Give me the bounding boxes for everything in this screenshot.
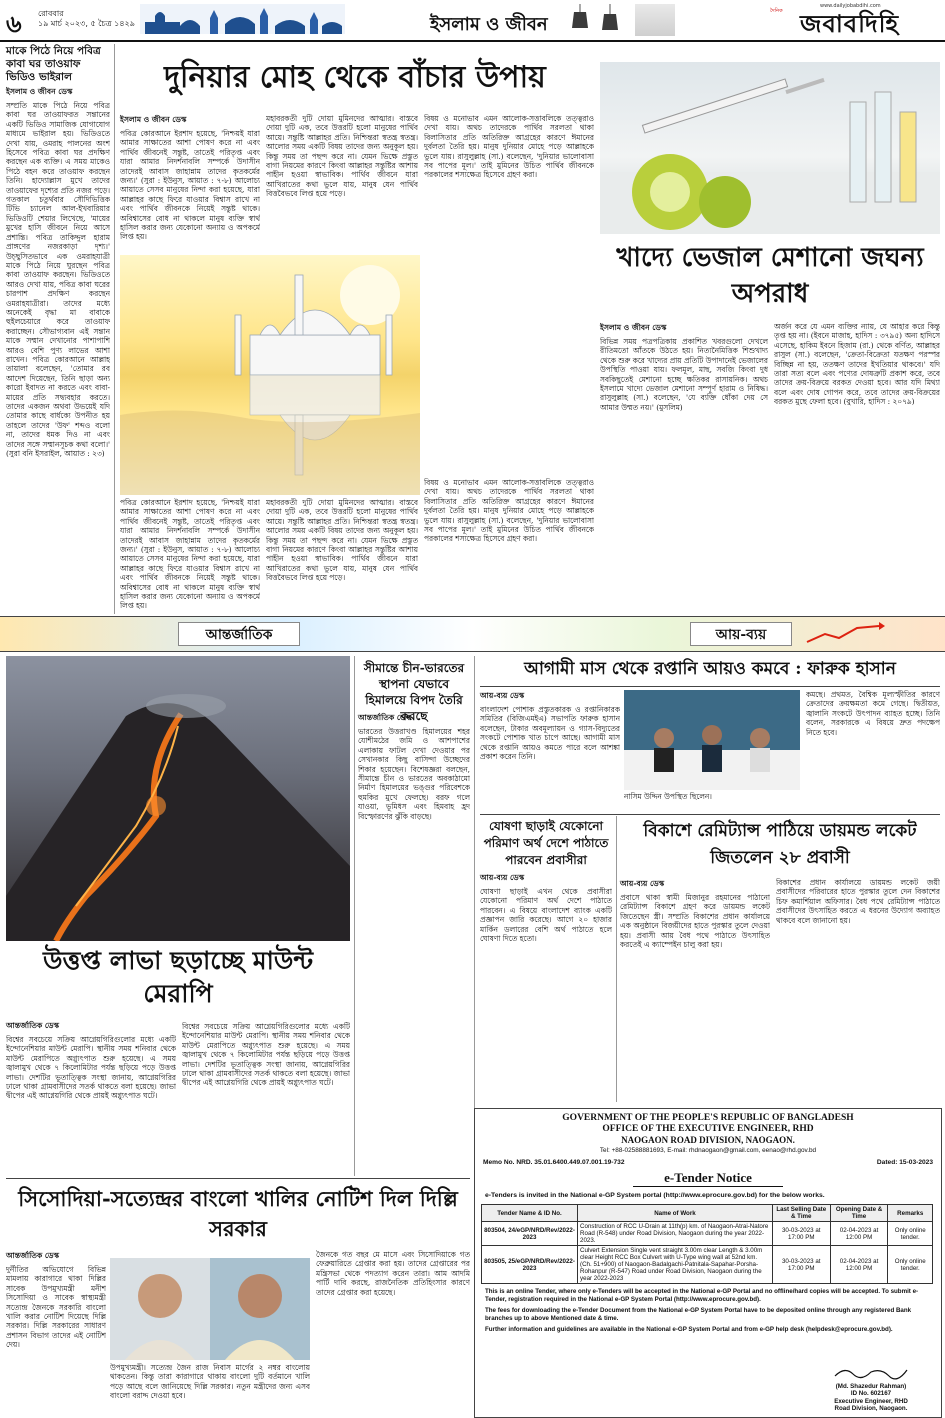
export-col-1	[480, 690, 620, 813]
tender-open: 02-04-2023 at 12:00 PM	[830, 1246, 888, 1284]
bkash-body: প্রবাসে থাকা স্বামী মিজানুর রহমানের পাঠানো রেমিট্যান্স বিকাশে গ্রহণ করে ডায়মন্ড লকেট জিতেছেন স্ত্রী। সম্প্রতি বিকাশের প্রধান কার্যালয়ে এক অনুষ্ঠানে বিজয়ীদের হাতে পুরস্কার তুলে দেওয়া হয়। প্রবাসী আয় বৈধ পথে পাঠাতে উৎসাহিত করতেই এ ক্যাম্পেইন চালু করা হয়।	[620, 893, 770, 950]
tender-open: 02-04-2023 at 12:00 PM	[830, 1222, 888, 1246]
signer-title: Executive Engineer, RHD	[834, 1397, 908, 1405]
left-headline: মাকে পিঠে নিয়ে পবিত্র কাবা ঘর তাওয়াফ ভিডিও ভাইরাল	[6, 45, 101, 83]
table-row	[482, 1246, 933, 1284]
food-headline: খাদ্যে ভেজাল মেশানো জঘন্য অপরাধ	[616, 243, 924, 309]
logo-url: www.dailyjobabdihi.com	[820, 3, 881, 9]
band-label-left: আন্তর্জাতিক	[205, 627, 273, 643]
tender-memo-row	[475, 1155, 941, 1166]
tender-id: 803505, 25/eGP/NRD/Rev/2022-2023	[482, 1246, 578, 1284]
divider	[354, 656, 355, 1176]
mosque-skyline-icon	[140, 4, 345, 34]
main-col-3: বিষয় ও মনোভাব এমন আলোক-সত্তাবলিকে তত্ত্বরাও দেখা যায়। অথচ তাদেরকে পার্থিব সরলতা থাকা বিলাসিতার প্রতি অতিরিক্ত আগ্রহের কারণে ঈমানের দুর্বলতা তৈরি হয়। মানুষ দুনিয়ার মোহে পড়ে আল্লাহকে ভুলে যায়। রাসুলুল্লাহ (সা.) বলেছেন, 'দুনিয়ার ভালোবাসা সব পাপের মূল।' তাই মুমিনের উচিত পার্থিব জীবনকে পরকালের শস্যক্ষেত্র হিসেবে গ্রহণ করা।	[424, 114, 594, 180]
col-header: Remarks	[888, 1205, 933, 1222]
volcano-graphic	[6, 656, 350, 941]
tender-office: OFFICE OF THE EXECUTIVE ENGINEER, RHD	[602, 1124, 814, 1134]
tender-last: 30-03-2023 at 17:00 PM	[772, 1246, 830, 1284]
day: রোববার	[38, 9, 64, 18]
volcano-crumb: আন্তর্জাতিক ডেস্ক	[6, 1021, 60, 1030]
volcano-col-1	[6, 1020, 176, 1181]
bkash-col-1	[620, 878, 770, 1103]
tender-title: e-Tender Notice	[633, 1170, 783, 1187]
section-band	[0, 616, 945, 652]
export-headline: আগামী মাস থেকে রপ্তানি আয়ও কমবে : ফারুক হাসান	[524, 659, 896, 679]
mosque-arch-image	[635, 4, 675, 36]
date: ১৯ মার্চ ২০২৩, ৫ চৈত্র ১৪২৯	[38, 19, 135, 28]
food-col-2: অর্জন করে যে এমন ব্যক্তির ন্যায়, যে আহার করে কিন্তু তৃপ্ত হয় না। (ইবনে মাজাহ, হাদিস : ৩৭৯৫) অন্য হাদিসে এসেছে, হাকিম ইবনে হিজাম (রা.) থেকে বর্ণিত, আল্লাহর রাসুল (সা.) বলেছেন, 'ক্রেতা-বিক্রেতা যতক্ষণ পরস্পর বিচ্ছিন্ন না হয়, ততক্ষণ তাদের ইখতিয়ার থাকবে।' যদি তারা সত্য বলে এবং পণ্যের দোষত্রুটি প্রকাশ করে, তবে তাদের ক্রয়-বিক্রয়ে বরকত দেওয়া হবে। আর যদি মিথ্যা বলে এবং দোষ গোপন করে, তবে তাদের ক্রয়-বিক্রয়ের বরকত মুছে ফেলা হবে। (বুখারি, হাদিস : ২০৭৯)	[774, 322, 940, 407]
remit-body: ঘোষণা ছাড়াই এখন থেকে প্রবাসীরা যেকোনো পরিমাণ অর্থ দেশে পাঠাতে পারবেন। এ বিষয়ে বাংলাদেশ ব্যাংক একটি প্রজ্ঞাপন জারি করেছে। আগে ২০ হাজার মার্কিন ডলারের বেশি অর্থ পাঠাতে হলে ঘোষণা দিতে হতো।	[480, 887, 612, 944]
sisodia-crumb: আন্তর্জাতিক ডেস্ক	[6, 1251, 60, 1260]
tender-intro: e-Tenders is invited in the National e-GP System portal (http://www.eprocure.gov.bd) for the below works.	[485, 1192, 825, 1199]
tender-remarks: Only online tender.	[888, 1222, 933, 1246]
food-syringe-image	[600, 62, 940, 234]
col-header: Opening Date & Time	[830, 1205, 888, 1222]
main-col-1b: পবিত্র কোরআনে ইরশাদ হয়েছে, 'নিশ্চয়ই যারা আমার সাক্ষাতের আশা পোষণ করে না এবং পার্থিব জীবনেই সন্তুষ্ট, তাতেই পরিতৃপ্ত এবং যারা আমার নিদর্শনাবলি সম্পর্কে উদাসীন তাদেরই আবাস জাহান্নাম তাদের কৃতকর্মের জন্য।' (সুরা : ইউনুস, আয়াত : ৭-৮) আলোচ্য আয়াতে সেসব মানুষের নিন্দা করা হয়েছে, যারা আল্লাহর কাছে ফিরে যাওয়ার বিশ্বাস রাখে না এবং পার্থিব জীবনকে নিয়েই সন্তুষ্ট থাকে। অবিশ্বাসের বোধ না থাকলে মানুষ ব্যক্তি স্বার্থ হাসিল করার জন্য যেকোনো অন্যায় ও অপকর্মে লিপ্ত হয়।	[120, 498, 260, 611]
bkash-col-2: বিকাশের প্রধান কার্যালয়ে ডায়মন্ড লকেট জয়ী প্রবাসীদের পরিবারের হাতে পুরস্কার তুলে দেন বিকাশের চিফ কমার্শিয়াল অফিসার। বৈধ পথে রেমিট্যান্স পাঠাতে প্রবাসীদের উৎসাহিত করতে এ ধরনের উদ্যোগ অব্যাহত থাকবে বলে জানানো হয়।	[776, 878, 940, 925]
col-header: Tender Name & ID No.	[482, 1205, 578, 1222]
volcano-image	[6, 656, 350, 941]
sisodia-headline: সিসোদিয়া-সত্যেন্দ্রর বাংলো খালির নোটিশ দিল দিল্লি সরকার	[18, 1186, 458, 1241]
food-col1-text: বিভিন্ন সময় পত্রপত্রিকায় প্রকাশিত খবরগুলো দেখলে রীতিমতো আঁতকে উঠতে হয়। নিত্যনৈমিত্তিক শিশুখাদ্য থেকে শুরু করে খাদ্যের প্রায় প্রতিটি উপাদানেই ভেজালের উপস্থিতি পাওয়া যায়। ফলমূল, মাছ, সবজি কিংবা দুধ সবকিছুতেই মেশানো হচ্ছে ক্ষতিকর রাসায়নিক। অথচ ইসলামে খাদ্যে ভেজাল মেশানো সম্পূর্ণ হারাম ও নিষিদ্ধ। রাসুলুল্লাহ (সা.) বলেছেন, 'যে ব্যক্তি ধোঁকা দেয় সে আমার উম্মত নয়।' (মুসলিম)	[600, 337, 768, 412]
sisodia-col-3: জৈনকে গত বছর মে মাসে এবং সিসোদিয়াকে গত ফেব্রুয়ারিতে গ্রেপ্তার করা হয়। তাদের গ্রেপ্তারের পর মন্ত্রিসভা থেকে পদত্যাগ করেন তারা। আম আদমি পার্টি দাবি করছে, রাজনৈতিক প্রতিহিংসার কারণে তাদের গ্রেপ্তার করা হয়েছে।	[316, 1250, 470, 1297]
remit-col	[480, 872, 612, 1105]
divider	[114, 44, 115, 614]
remit-headline: যোষণা ছাড়াই যেকোনো পরিমাণ অর্থ দেশে পাঠাতে পারবেন প্রবাসীরা	[483, 819, 609, 867]
tender-signature	[811, 1364, 931, 1413]
tender-last: 30-03-2023 at 17:00 PM	[772, 1222, 830, 1246]
bkash-crumb: আয়-ব্যয় ডেস্ক	[620, 879, 665, 888]
section-title: ইসলাম ও জীবন	[430, 14, 548, 35]
volcano-col-2: বিশ্বের সবচেয়ে সক্রিয় আগ্নেয়গিরিগুলোর মধ্যে একটি ইন্দোনেশিয়ার মাউন্ট মেরাপি। স্থানীয় সময় শনিবার থেকে মাউন্ট মেরাপিতে অগ্ন্যুৎপাত শুরু হয়েছে। এ সময় জ্বালামুখ থেকে ৭ কিলোমিটার পর্যন্ত ছড়িয়ে পড়ে উত্তপ্ত লাভা। দেশটির ভূতাত্ত্বিক সংস্থা জানায়, আগ্নেয়গিরির ঢালে থাকা গ্রামবাসীদের সতর্ক থাকতে বলা হয়েছে। জাভা দ্বীপের এই আগ্নেয়গিরি থেকে প্রায়ই অগ্ন্যুৎপাত ঘটে।	[182, 1022, 350, 1088]
signer-id: ID No. 602167	[850, 1390, 892, 1398]
photo-caption: নাসিম উদ্দিন উপস্থিত ছিলেন।	[624, 792, 712, 801]
main-crumb: ইসলাম ও জীবন ডেস্ক	[120, 115, 187, 124]
volcano-headline: উত্তপ্ত লাভা ছড়াচ্ছে মাউন্ট মেরাপি	[43, 946, 313, 1008]
newspaper-logo: জবাবদিহি	[800, 9, 900, 38]
food-graphic	[600, 62, 940, 234]
table-row	[482, 1222, 933, 1246]
signer-name: (Md. Shazedur Rahman)	[835, 1382, 907, 1390]
main-col-2b: মহাবরকতী দুটি দোয়া মুমিনদের আত্মার। বাস্তবে দোয়া দুটি এক, তবে উত্তরটি হলো মানুষের পার্থিব আয়ে। সন্তুষ্টি আল্লাহর প্রতি। নিশ্চিন্তরা স্বতন্ত্র স্বতন্ত্র। আলোর সময় একটি বিষয় তাদের জন্য অনুকূল হয়। কিন্তু সময় তা পছন্দ করে না। যেমন ভিক্ষে প্রস্তুত বাগা নিয়মের কারণে কিংবা আল্লাহর সন্তুষ্টির আশায় পাহীন হওয়া স্বাভাবিক। পার্থিব জীবনে যারা আখিরাতের কথা ভুলে যায়, মানুষ যেন পার্থিব বিত্তবৈভবে লিপ্ত হয়ে পড়ে।	[266, 498, 418, 583]
col-header: Last Selling Date & Time	[772, 1205, 830, 1222]
lantern-icon	[570, 4, 630, 34]
band-label-right: আয়-ব্যয়	[715, 627, 767, 643]
signer-office: Road Division, Naogaon.	[834, 1405, 908, 1413]
divider	[480, 686, 940, 687]
food-crumb: ইসলাম ও জীবন ডেস্ক	[600, 323, 667, 332]
tender-notice	[474, 1108, 942, 1418]
signature-icon	[831, 1364, 911, 1380]
page-date	[38, 9, 135, 29]
tender-contact: Tel: +88-02588881693, E-mail: rhdnaogaon@gmail.com, eenao@rhd.gov.bd	[599, 1147, 817, 1154]
export-crumb: আয়-ব্যয় ডেস্ক	[480, 691, 525, 700]
himalaya-col	[358, 712, 470, 1175]
tender-work: Construction of RCC U-Drain at 11th(p) km. of Naogaon-Atrai-Natore Road (R-548) under Road Division, Naogaon during the year 2022-2023.	[578, 1222, 773, 1246]
mosque-graphic	[120, 255, 420, 495]
mosque-reflection-image	[120, 255, 420, 495]
remit-crumb: আয়-ব্যয় ডেস্ক	[480, 873, 525, 882]
band-label-right-box	[690, 622, 792, 646]
portrait-graphic	[110, 1258, 310, 1360]
himalaya-body: ভারতের উত্তরাখণ্ড হিমালয়ের শহর যোশীমঠের জমি ও আশপাশের এলাকায় ফাটল দেখা দেওয়ার পর সেখানকার কিছু বাসিন্দা উচ্ছেদের শিকার হয়েছেন। বিশেষজ্ঞরা বলছেন, সীমান্তে চীন ও ভারতের অবকাঠামো নির্মাণ হিমালয়ের ভঙ্গুর পরিবেশকে হুমকির মুখে ফেলছে। বরফ গলে যাওয়া, ভূমিধস এবং হিমবাহ হ্রদ বিস্ফোরণের ঝুঁকি বাড়ছে।	[358, 727, 470, 821]
sisodia-col-1	[6, 1250, 106, 1417]
divider	[480, 814, 940, 815]
tender-notes	[475, 1284, 941, 1334]
press-graphic	[624, 690, 800, 790]
divider	[6, 1178, 470, 1179]
divider	[474, 656, 475, 1176]
trend-arrow-icon	[805, 622, 885, 646]
left-article	[6, 45, 110, 651]
sisodia-body: দুর্নীতির অভিযোগে বিভিন্ন মামলায় কারাগারে থাকা দিল্লির সাবেক উপমুখ্যমন্ত্রী মনীশ সিসোদিয়া ও সাবেক স্বাস্থ্যমন্ত্রী সত্যেন্দ্র জৈনকে সরকারি বাংলো খালি করার নোটিশ দিয়েছে দিল্লি সরকার। দিল্লি সরকারের সাধারণ প্রশাসন বিভাগ তাদের এই নোটিশ দেয়।	[6, 1265, 106, 1350]
volcano-body: বিশ্বের সবচেয়ে সক্রিয় আগ্নেয়গিরিগুলোর মধ্যে একটি ইন্দোনেশিয়ার মাউন্ট মেরাপি। স্থানীয় সময় শনিবার থেকে মাউন্ট মেরাপিতে অগ্ন্যুৎপাত শুরু হয়েছে। এ সময় জ্বালামুখ থেকে ৭ কিলোমিটার পর্যন্ত ছড়িয়ে পড়ে উত্তপ্ত লাভা। দেশটির ভূতাত্ত্বিক সংস্থা জানায়, আগ্নেয়গিরির ঢালে থাকা গ্রামবাসীদের সতর্ক থাকতে বলা হয়েছে। জাভা দ্বীপের এই আগ্নেয়গিরি থেকে প্রায়ই অগ্ন্যুৎপাত ঘটে।	[6, 1035, 176, 1101]
main-col-1	[120, 114, 260, 256]
tender-table-header	[482, 1205, 933, 1222]
left-body: সম্প্রতি মাকে পিঠে নিয়ে পবিত্র কাবা ঘর তাওয়াফরত সন্তানের একটি ভিডিও সামাজিক যোগাযোগ মাধ্যমে ভাইরাল হয়। ভিডিওতে দেখা যায়, ওমরাহ পালনের অংশ হিসেবে পবিত্র কাবা ঘর প্রদক্ষিণ করছেন এক ব্যক্তি। এ সময় মাকেও পিঠে বহন করে তাওয়াফ করছেন তিনি। হাদ্যোল্লাস মুখে তাদের তাওয়াফের দৃশ্যের প্রতি নজর পড়ে। গতকাল চতুর্থবার সৌদিভিত্তিক টিভি চ্যানেল আল-ইখবারিয়ার ভিডিওটি শেয়ার লিখেছে, 'মায়ের মুখের হাসি জীবনে নিয়ে আসে প্রশান্তি। পবিত্র তাকিদ্দুল হারাম প্রাঙ্গণের নজরকাড়া দৃশ্য।' উচ্ছ্বসিতভাবে এক ওমরাহযাত্রী মাকে পিঠে নিয়ে ঘুরছেন পবিত্র কাবা তাওয়াফ করছেন। ভিডিওতে আরও দেখা যায়, পবিত্র কাবা ঘরের চারপাশ প্রদক্ষিণ করছেন ওমরাহযাত্রীরা। তাদের মধ্যে অনেকেই বৃদ্ধা মা বাবাকে হুইলচেয়ারে করে তাওয়াফ করাচ্ছেন। সৌভাগ্যবান এই সন্তান মাকে সম্মান দেখানোর পাশাপাশি আরও বেশি পুণ্য লাভের আশা রাখেন। পবিত্র কোরআনে আল্লাহ তায়ালা বলেছেন, 'তোমার রব আদেশ দিয়েছেন, তিনি ছাড়া অন্য কারো ইবাদত না করতে এবং বাবা-মায়ের প্রতি সদ্ব্যবহার করতে। তাদের একজন অথবা উভয়েই যদি তোমার কাছে বার্ধক্যে উপনীত হয় তাহলে তাদের 'উফ' শব্দও বলো না, তাদের ধমক দিও না এবং তাদের সঙ্গে সম্মানসূচক কথা বলো।' (সুরা বনি ইসরাইল, আয়াত : ২৩)	[6, 101, 110, 459]
main-col1-text: পবিত্র কোরআনে ইরশাদ হয়েছে, 'নিশ্চয়ই যারা আমার সাক্ষাতের আশা পোষণ করে না এবং পার্থিব জীবনেই সন্তুষ্ট, তাতেই পরিতৃপ্ত এবং যারা আমার নিদর্শনাবলি সম্পর্কে উদাসীন তাদেরই আবাস জাহান্নাম তাদের কৃতকর্মের জন্য।' (সুরা : ইউনুস, আয়াত : ৭-৮) আলোচ্য আয়াতে সেসব মানুষের নিন্দা করা হয়েছে, যারা আল্লাহর কাছে ফিরে যাওয়ার বিশ্বাস রাখে না এবং পার্থিব জীবনকে নিয়েই সন্তুষ্ট থাকে। অবিশ্বাসের বোধ না থাকলে মানুষ ব্যক্তি স্বার্থ হাসিল করার জন্য যেকোনো অন্যায় ও অপকর্মে লিপ্ত হয়।	[120, 129, 260, 242]
export-col-3: কমছে। প্রথমত, বৈশ্বিক মূল্যস্ফীতির কারণে ক্রেতাদের ক্রয়ক্ষমতা কমে গেছে। দ্বিতীয়ত, জ্বালানি সংকটে উৎপাদন ব্যাহত হচ্ছে। তিনি বলেন, সরকারকে এ বিষয়ে দ্রুত পদক্ষেপ নিতে হবে।	[806, 690, 940, 737]
main-col-3b: বিষয় ও মনোভাব এমন আলোক-সত্তাবলিকে তত্ত্বরাও দেখা যায়। অথচ তাদেরকে পার্থিব সরলতা থাকা বিলাসিতার প্রতি অতিরিক্ত আগ্রহের কারণে ঈমানের দুর্বলতা তৈরি হয়। মানুষ দুনিয়ার মোহে পড়ে আল্লাহকে ভুলে যায়। রাসুলুল্লাহ (সা.) বলেছেন, 'দুনিয়ার ভালোবাসা সব পাপের মূল।' তাই মুমিনের উচিত পার্থিব জীবনকে পরকালের শস্যক্ষেত্র হিসেবে গ্রহণ করা।	[424, 478, 594, 544]
main-headline: দুনিয়ার মোহ থেকে বাঁচার উপায়	[164, 60, 546, 95]
press-conference-photo	[624, 690, 800, 790]
tender-id: 803504, 24/eGP/NRD/Rev/2022-2023	[482, 1222, 578, 1246]
page-number: ৬	[6, 9, 22, 38]
tender-memo: Memo No. NRD. 35.01.6400.449.07.001.19-732	[483, 1159, 625, 1166]
col-header: Name of Work	[578, 1205, 773, 1222]
main-col-2: মহাবরকতী দুটি দোয়া মুমিনদের আত্মার। বাস্তবে দোয়া দুটি এক, তবে উত্তরটি হলো মানুষের পার্থিব আয়ে। সন্তুষ্টি আল্লাহর প্রতি। নিশ্চিন্তরা স্বতন্ত্র স্বতন্ত্র। আলোর সময় একটি বিষয় তাদের জন্য অনুকূল হয়। কিন্তু সময় তা পছন্দ করে না। যেমন ভিক্ষে প্রস্তুত বাগা নিয়মের কারণে কিংবা আল্লাহর সন্তুষ্টির আশায় পাহীন হওয়া স্বাভাবিক। পার্থিব জীবনে যারা আখিরাতের কথা ভুলে যায়, মানুষ যেন পার্থিব বিত্তবৈভবে লিপ্ত হয়ে পড়ে।	[266, 114, 418, 199]
himalaya-headline: সীমান্তে চীন-ভারতের স্থাপনা যেভাবে হিমালয়ে বিপদ তৈরি করছে	[363, 661, 465, 723]
tender-gov: GOVERNMENT OF THE PEOPLE'S REPUBLIC OF BANGLADESH	[562, 1113, 854, 1123]
tender-division: NAOGAON ROAD DIVISION, NAOGAON.	[621, 1135, 795, 1145]
tender-remarks: Only online tender.	[888, 1246, 933, 1284]
tender-note-2: The fees for downloading the e-Tender Document from the National e-GP System Portal have to be deposited online through any registered Bank branches up to above Mentioned date & time.	[485, 1307, 912, 1322]
export-body: বাংলাদেশ পোশাক প্রস্তুতকারক ও রপ্তানিকারক সমিতির (বিজিএমইএ) সভাপতি ফারুক হাসান বলেছেন, টাকার অবমূল্যায়ন ও গ্যাস-বিদ্যুতের সংকটে পোশাক খাত চাপে আছে। আগামী মাস থেকে রপ্তানি আয়ও কমতে পারে বলে আশঙ্কা প্রকাশ করেন তিনি।	[480, 705, 620, 762]
himalaya-crumb: আন্তর্জাতিক ডেস্ক	[358, 713, 412, 722]
sisodia-col-2: উপমুখ্যমন্ত্রী। সত্যেন্দ্র জৈন রাজ নিবাস মার্গের ২ নম্বর বাংলোয় থাকতেন। কিন্তু তারা কারাগারে থাকায় বাংলো দুটি বর্তমানে খালি পড়ে আছে বলে জানিয়েছে দিল্লি সরকার। নতুন মন্ত্রীদের জন্য এসব বাংলো বরাদ্দ দেওয়া হবে।	[110, 1363, 310, 1401]
sisodia-photo	[110, 1258, 310, 1360]
tender-work: Culvert Extension Single vent straight 3.00m clear Length & 3.00m clear Height RCC Box Culvert with U-Type wing wall at 52nd km. (Ch. 51+900) of Naogaon-Badalgachi-Patnitala-Sapahar-Porsha-Rohanpur (R-547) Road under Road Division, Naogaon during the year 2022-2023	[578, 1246, 773, 1284]
logo-tag: দৈনিক	[770, 8, 783, 14]
left-crumb: ইসলাম ও জীবন ডেস্ক	[6, 87, 73, 96]
band-label-left-box	[178, 622, 300, 646]
food-col-1	[600, 322, 768, 617]
tender-table	[481, 1204, 933, 1284]
bkash-headline: বিকাশে রেমিট্যান্স পাঠিয়ে ডায়মন্ড লকেট জিতলেন ২৮ প্রবাসী	[643, 821, 917, 868]
tender-note-3: Further information and guidelines are available in the National e-GP System Portal and from e-GP help desk (helpdesk@eprocure.gov.bd).	[485, 1326, 893, 1333]
divider	[616, 816, 617, 1102]
tender-dated: Dated: 15-03-2023	[876, 1159, 933, 1166]
tender-note-1: This is an online Tender, where only e-Tenders will be accepted in the National e-GP Portal and no offline/hard copies will be accepted. To submit e-Tender, registration required in the National e-GP System Portal (http://www.eprocure.gov.bd).	[485, 1288, 919, 1303]
